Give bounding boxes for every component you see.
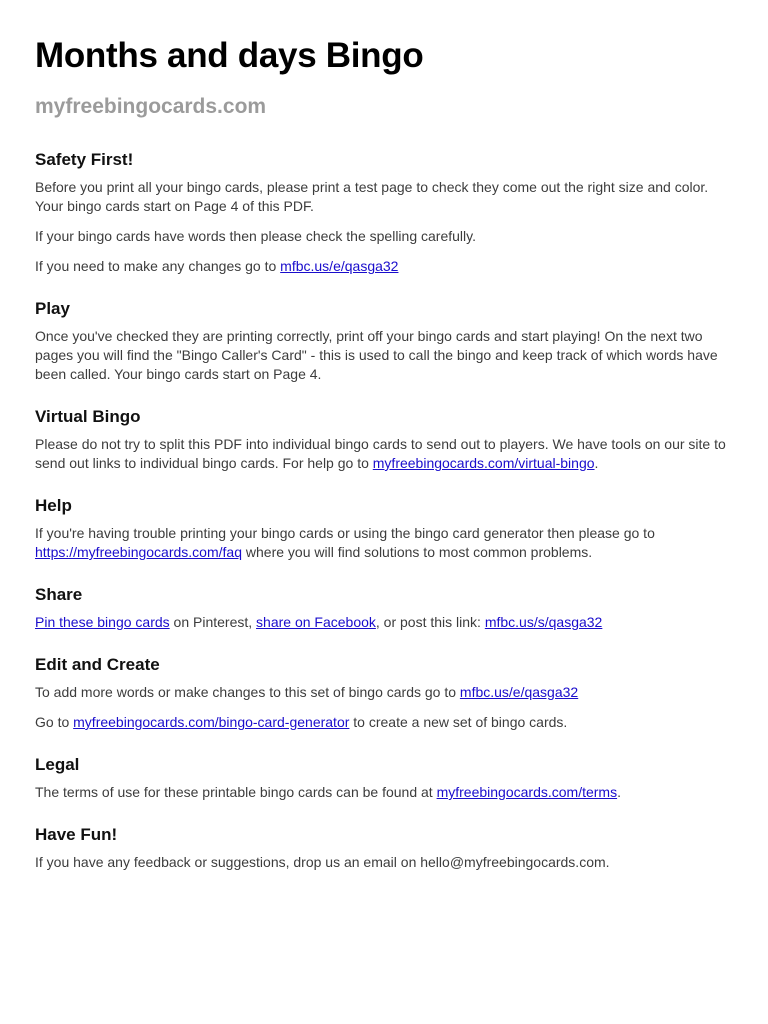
section-heading: Safety First! bbox=[35, 150, 134, 169]
page-title: Months and days Bingo bbox=[35, 36, 424, 75]
text: Go to bbox=[35, 714, 74, 730]
paragraph: If you have any feedback or suggestions, drop us an email on hello@myfreebingocards.com. bbox=[35, 854, 610, 870]
paragraph bbox=[35, 524, 738, 562]
section-heading: Legal bbox=[35, 755, 80, 774]
text: Please do not try to split this PDF into individual bingo cards to send out to players. We have tools on our site to send out links to individual bingo cards. For help go to bbox=[35, 436, 726, 471]
section-heading: Help bbox=[35, 496, 72, 515]
text: . bbox=[594, 455, 599, 471]
content bbox=[35, 150, 738, 883]
section-heading: Edit and Create bbox=[35, 655, 160, 674]
share-link[interactable]: mfbc.us/s/qasga32 bbox=[484, 614, 603, 630]
paragraph bbox=[35, 683, 738, 702]
site-name: myfreebingocards.com bbox=[35, 95, 267, 118]
paragraph bbox=[35, 713, 738, 732]
paragraph: Before you print all your bingo cards, please print a test page to check they come out the right size and color. Your bingo cards start on Page 4 of this PDF. bbox=[35, 179, 709, 214]
section-legal bbox=[35, 755, 738, 802]
text: . bbox=[617, 784, 621, 800]
edit-link[interactable]: mfbc.us/e/qasga32 bbox=[280, 258, 399, 274]
section-help bbox=[35, 496, 738, 562]
section-virtual-bingo bbox=[35, 407, 738, 473]
faq-link[interactable]: https://myfreebingocards.com/faq bbox=[35, 544, 242, 560]
pinterest-link[interactable]: Pin these bingo cards bbox=[35, 614, 170, 630]
text: to create a new set of bingo cards. bbox=[349, 714, 568, 730]
text: on Pinterest, bbox=[169, 614, 257, 630]
facebook-link[interactable]: share on Facebook bbox=[256, 614, 376, 630]
section-have-fun bbox=[35, 825, 738, 872]
section-safety-first bbox=[35, 150, 738, 276]
text: where you will find solutions to most common problems. bbox=[242, 544, 593, 560]
section-share bbox=[35, 585, 738, 632]
paragraph bbox=[35, 435, 738, 473]
text: , or post this link: bbox=[375, 614, 485, 630]
paragraph bbox=[35, 257, 738, 276]
section-heading: Share bbox=[35, 585, 83, 604]
terms-link[interactable]: myfreebingocards.com/terms bbox=[436, 784, 618, 800]
paragraph: If your bingo cards have words then please check the spelling carefully. bbox=[35, 228, 476, 244]
section-edit-and-create bbox=[35, 655, 738, 732]
section-heading: Play bbox=[35, 299, 70, 318]
section-heading: Virtual Bingo bbox=[35, 407, 141, 426]
paragraph bbox=[35, 613, 738, 632]
section-heading: Have Fun! bbox=[35, 825, 118, 844]
paragraph: Once you've checked they are printing correctly, print off your bingo cards and start playing! On the next two pages you will find the "Bingo Caller's Card" - this is used to call the bingo and keep track of which words have been called. Your bingo cards start on Page 4. bbox=[35, 328, 718, 382]
text: If you're having trouble printing your bingo cards or using the bingo card generator then please go to bbox=[35, 525, 655, 541]
text: The terms of use for these printable bingo cards can be found at bbox=[35, 784, 437, 800]
paragraph bbox=[35, 783, 738, 802]
edit-link[interactable]: mfbc.us/e/qasga32 bbox=[459, 684, 579, 700]
virtual-bingo-link[interactable]: myfreebingocards.com/virtual-bingo bbox=[372, 455, 595, 471]
text: If you need to make any changes go to bbox=[35, 258, 281, 274]
generator-link[interactable]: myfreebingocards.com/bingo-card-generator bbox=[73, 714, 350, 730]
section-play bbox=[35, 299, 738, 384]
text: To add more words or make changes to this set of bingo cards go to bbox=[35, 684, 460, 700]
